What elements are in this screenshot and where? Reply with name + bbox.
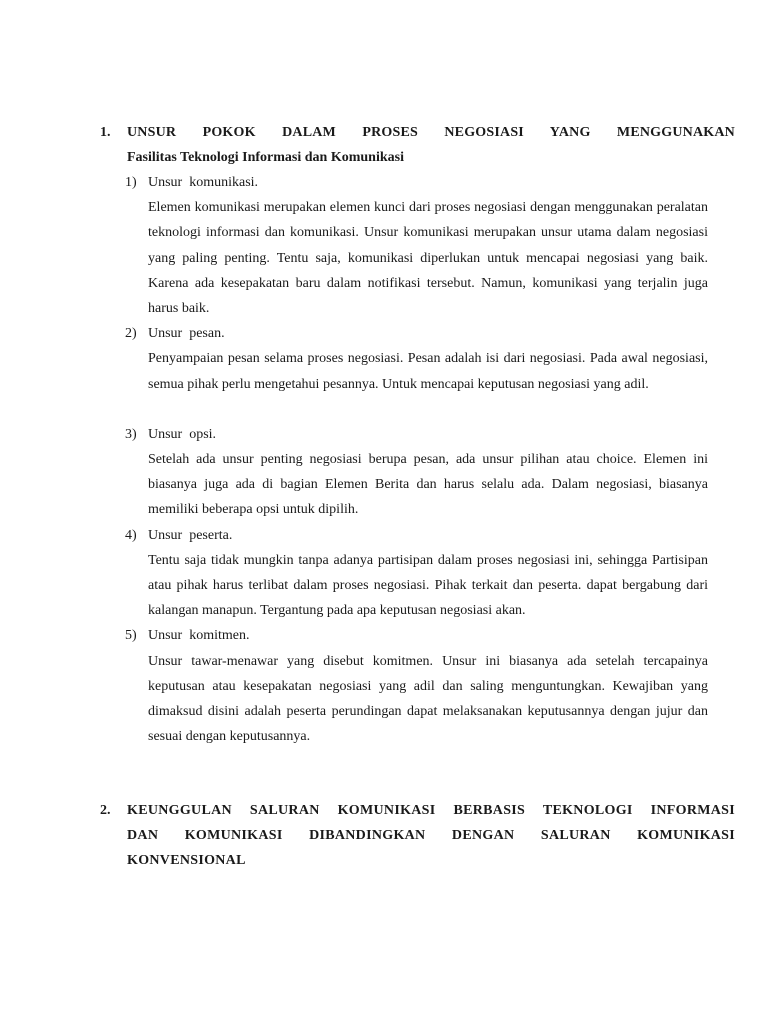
section-heading: [100, 798, 740, 873]
item-label: Unsur komitmen.: [148, 628, 250, 644]
item-label: Unsur opsi.: [148, 426, 217, 442]
list-item: [125, 170, 708, 321]
section-number: 1.: [100, 125, 111, 140]
section-2: [100, 798, 740, 873]
section-1: [100, 120, 740, 749]
item-body: Tentu saja tidak mungkin tanpa adanya partisipan dalam proses negosiasi ini, sehingga Partisipan atau pihak harus terlibat dalam proses negosiasi. Pihak terkait dan peserta. dapat bergabung dari kalangan manapun. Tergantung pada apa keputusan negosiasi akan.: [148, 552, 708, 619]
blank-line: [125, 397, 708, 422]
item-number: 3): [125, 426, 137, 442]
item-label: Unsur peserta.: [148, 527, 233, 543]
item-body: Setelah ada unsur penting negosiasi berupa pesan, ada unsur pilihan atau choice. Elemen ini biasanya juga ada di bagian Elemen Berita dan harus selalu ada. Dalam negosiasi, biasanya memiliki beberapa opsi untuk dipilih.: [148, 452, 708, 518]
element-list: [125, 170, 708, 749]
item-body: Penyampaian pesan selama proses negosiasi. Pesan adalah isi dari negosiasi. Pada awal negosiasi, semua pihak perlu mengetahui pesannya. Untuk mencapai keputusan negosiasi yang adil.: [148, 351, 708, 392]
section-heading: [100, 120, 740, 170]
item-body: Elemen komunikasi merupakan elemen kunci dari proses negosiasi dengan menggunakan peralatan teknologi informasi dan komunikasi. Unsur komunikasi merupakan unsur utama dalam negosiasi yang paling penting. Tentu saja, komunikasi diperlukan untuk mencapai negosiasi yang baik. Karena ada kesepakatan baru dalam notifikasi tersebut. Namun, komunikasi yang terjalin juga harus baik.: [148, 200, 708, 317]
list-item: [125, 422, 708, 523]
item-number: 2): [125, 326, 137, 342]
item-label: Unsur pesan.: [148, 326, 225, 342]
section-subtitle: Fasilitas Teknologi Informasi dan Komunikasi: [127, 150, 404, 165]
item-label: Unsur komunikasi.: [148, 175, 259, 190]
list-item: [125, 523, 708, 624]
section-number: 2.: [100, 803, 111, 818]
item-number: 4): [125, 527, 137, 543]
section-title: KEUNGGULAN SALURAN KOMUNIKASI BERBASIS TEKNOLOGI INFORMASI DAN KOMUNIKASI DIBANDINGKAN DENGAN SALURAN KOMUNIKASI KONVENSIONAL: [127, 803, 735, 868]
item-body: Unsur tawar-menawar yang disebut komitmen. Unsur ini biasanya ada setelah tercapainya keputusan atau kesepakatan negosiasi yang adil dan saling menguntungkan. Kewajiban yang dimaksud disini adalah peserta perundingan dapat melaksanakan keputusannya dengan jujur dan sesuai dengan keputusannya.: [148, 653, 708, 745]
section-title: UNSUR POKOK DALAM PROSES NEGOSIASI YANG MENGGUNAKAN: [127, 125, 735, 140]
item-number: 5): [125, 628, 137, 644]
item-number: 1): [125, 175, 137, 190]
list-item: [125, 623, 708, 749]
list-item: [125, 321, 708, 397]
